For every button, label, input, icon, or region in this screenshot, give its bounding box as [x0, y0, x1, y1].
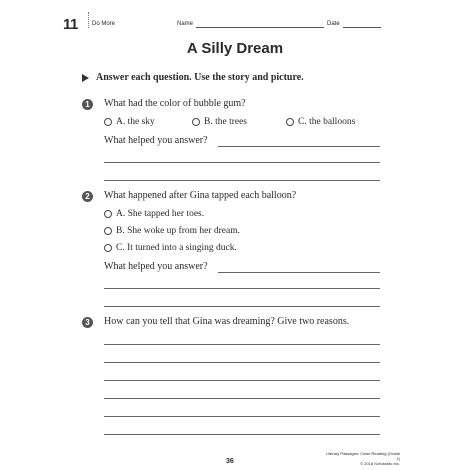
skill-label: Do More: [92, 21, 116, 27]
name-label: Name: [177, 21, 194, 27]
question-2-text: What happened after Gina tapped each balloon?: [104, 190, 297, 201]
answer-line[interactable]: [104, 306, 380, 307]
answer-line[interactable]: [218, 272, 380, 273]
answer-line[interactable]: [104, 398, 380, 399]
question-2-option-a[interactable]: A. She tapped her toes.: [104, 209, 204, 219]
instruction-text: Answer each question. Use the story and picture.: [96, 72, 304, 83]
radio-icon[interactable]: [104, 118, 112, 126]
name-field[interactable]: [196, 27, 324, 28]
answer-line[interactable]: [104, 416, 380, 417]
date-field[interactable]: [343, 27, 381, 28]
answer-line[interactable]: [104, 434, 380, 435]
footer-page-number: 36: [226, 458, 234, 465]
page-title: A Silly Dream: [186, 40, 284, 57]
footer-credit: Literary Passages: Close Reading (Grade 1) © 2018 Scholastic Inc.: [325, 451, 400, 466]
question-1-text: What had the color of bubble gum?: [104, 98, 246, 109]
question-2-option-c[interactable]: C. It turned into a singing duck.: [104, 243, 237, 253]
answer-line[interactable]: [104, 344, 380, 345]
page-number: 11: [63, 16, 78, 33]
radio-icon[interactable]: [286, 118, 294, 126]
question-2-follow-up: What helped you answer?: [104, 261, 208, 272]
question-3-text: How can you tell that Gina was dreaming? Give two reasons.: [104, 316, 350, 327]
radio-icon[interactable]: [104, 227, 112, 235]
date-label: Date: [327, 21, 340, 27]
question-1-follow-up: What helped you answer?: [104, 135, 208, 146]
radio-icon[interactable]: [104, 244, 112, 252]
radio-icon[interactable]: [192, 118, 200, 126]
arrow-right-icon: [82, 74, 89, 82]
question-number-badge: 3: [82, 317, 93, 328]
question-2-option-b[interactable]: B. She woke up from her dream.: [104, 226, 240, 236]
question-1-option-b[interactable]: B. the trees: [192, 117, 247, 127]
answer-line[interactable]: [104, 288, 380, 289]
question-number-badge: 2: [82, 191, 93, 202]
answer-line[interactable]: [104, 162, 380, 163]
answer-line[interactable]: [104, 180, 380, 181]
question-1-option-a[interactable]: A. the sky: [104, 117, 155, 127]
answer-line[interactable]: [104, 362, 380, 363]
question-1-option-c[interactable]: C. the balloons: [286, 117, 355, 127]
answer-line[interactable]: [104, 380, 380, 381]
header-divider: [88, 12, 89, 28]
answer-line[interactable]: [218, 146, 380, 147]
radio-icon[interactable]: [104, 210, 112, 218]
question-number-badge: 1: [82, 99, 93, 110]
